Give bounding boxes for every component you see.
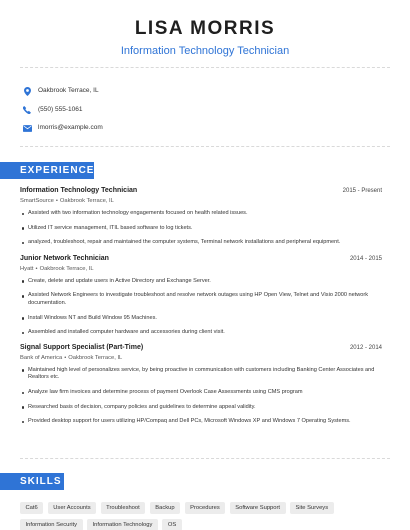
job-title: Junior Network Technician: [20, 254, 109, 262]
job-bullet: Researched basis of decision, company policies and guidelines to determine appeal validity.: [20, 404, 382, 412]
job-bullet: Assisted with two information technology engagements focused on health related issues.: [20, 210, 382, 218]
job-entry: [20, 343, 382, 426]
contact-phone: [22, 101, 382, 119]
job-company-line: Hyatt • Oakbrook Terrace, IL: [20, 265, 94, 272]
contact-email: [22, 119, 382, 137]
job-company: SmartSource: [20, 198, 54, 204]
skill-tag: Information Technology: [87, 519, 158, 530]
job-company-line: Bank of America • Oakbrook Terrace, IL: [20, 354, 123, 361]
job-entry: [20, 186, 382, 247]
contact-location: [22, 82, 382, 100]
experience-divider: [20, 458, 390, 459]
job-bullet: Assembled and installed computer hardware and accessories during client visit.: [20, 329, 382, 337]
job-location: Oakbrook Terrace, IL: [39, 265, 94, 272]
phone-text: (550) 555-1061: [38, 105, 83, 113]
skill-tag: Backup: [150, 502, 180, 514]
job-bullet: Utilized IT service management, ITIL based software to log tickets.: [20, 225, 382, 233]
skill-tag: OS: [162, 519, 181, 530]
email-text: lmorris@example.com: [38, 124, 103, 131]
phone-icon: [22, 105, 32, 115]
job-location: Oakbrook Terrace, IL: [68, 354, 123, 361]
job-company: Bank of America: [20, 354, 63, 361]
skills-list: [20, 502, 392, 530]
job-bullet: Create, delete and update users in Active Directory and Exchange Server.: [20, 278, 382, 286]
skill-tag: Troubleshoot: [101, 502, 146, 514]
contact-list: [22, 82, 382, 138]
job-company-line: SmartSource • Oakbrook Terrace, IL: [20, 198, 114, 204]
job-bullet: Maintained high level of personalizes service, by being proactive in communication with customers including Banking Center Associates and Realtors etc.: [20, 367, 382, 382]
resume-header: [0, 18, 410, 58]
skill-tag: Site Surveys: [290, 502, 334, 514]
candidate-name: LISA MORRIS: [134, 18, 276, 39]
job-company: Hyatt: [20, 265, 34, 272]
job-bullet: Assisted Network Engineers to investigate troubleshoot and resolve network outages using HP Open View, Telnet and Visio 2000 network documentation.: [20, 292, 382, 307]
job-dates: 2014 - 2015: [349, 255, 382, 262]
job-dates: 2012 - 2014: [349, 344, 382, 351]
skill-tag: User Accounts: [48, 502, 96, 514]
job-bullet: Install Windows NT and Build Window 95 Machines.: [20, 315, 382, 323]
contact-divider: [20, 146, 390, 147]
job-location: Oakbrook Terrace, IL: [59, 198, 114, 204]
job-bullet: Analyze law firm invoices and determine process of payment Overlook Case Assessments using CMS program: [20, 389, 382, 397]
skill-tag: Information Security: [20, 519, 83, 530]
job-title: Information Technology Technician: [20, 187, 138, 194]
skill-tag: Procedures: [185, 502, 226, 514]
skills-heading: SKILLS: [0, 473, 64, 490]
candidate-title: Information Technology Technician: [120, 45, 290, 57]
experience-heading: EXPERIENCE: [0, 162, 94, 179]
envelope-icon: [22, 123, 32, 133]
job-entry: [20, 254, 382, 337]
job-bullet: analyzed, troubleshoot, repair and maintained the computer systems, Terminal network installations and peripheral equipment.: [20, 239, 382, 247]
skill-tag: Software Support: [230, 502, 286, 514]
experience-list: [20, 186, 382, 433]
job-dates: 2015 - Present: [342, 188, 382, 194]
job-title: Signal Support Specialist (Part-Time): [20, 343, 144, 351]
skill-tag: Cat6: [20, 502, 43, 514]
map-pin-icon: [22, 86, 32, 96]
header-divider: [20, 67, 390, 68]
location-text: Oakbrook Terrace, IL: [38, 87, 99, 94]
job-bullet: Provided desktop support for users utilizing HP/Compaq and Dell PCs, Microsoft Windows XP and Windows 7 Operating Systems.: [20, 418, 382, 426]
